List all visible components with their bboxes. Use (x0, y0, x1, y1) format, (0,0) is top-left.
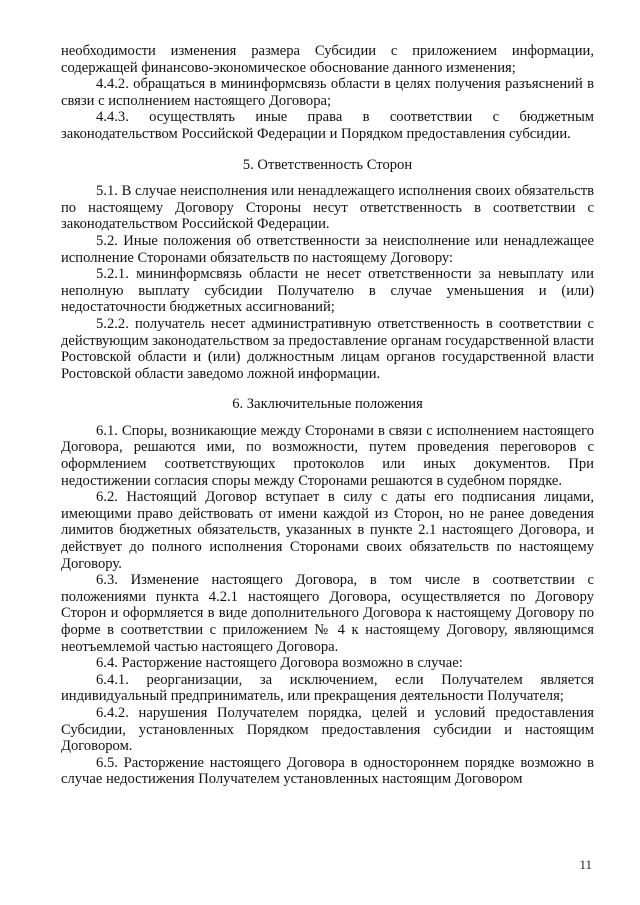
paragraph-5-2-1: 5.2.1. мининформсвязь области не несет ответственности за невыплату или неполную выплату субсидии Получателю в случае уменьшения и (или) недостаточности бюджетных ассигнований; (61, 266, 594, 316)
paragraph-5-1: 5.1. В случае неисполнения или ненадлежащего исполнения своих обязательств по настоящему Договору Стороны несут ответственность в соответствии с законодательством Российской Федерации. (61, 183, 594, 233)
paragraph-6-4: 6.4. Расторжение настоящего Договора возможно в случае: (96, 655, 463, 672)
paragraph-6-4-2: 6.4.2. нарушения Получателем порядка, целей и условий предоставления Субсидии, установленных Порядком предоставления субсидии и настоящим Договором. (61, 704, 594, 755)
paragraph-6-1: 6.1. Споры, возникающие между Сторонами в связи с исполнением настоящего Договора, решаются ими, по возможности, путем проведения переговоров с оформлением соответствующих протоколов или иных документов. При недостижении согласия споры между Сторонами решаются в судебном порядке. (61, 422, 594, 489)
section-6-heading: 6. Заключительные положения (232, 396, 423, 413)
document-page (61, 43, 594, 788)
paragraph-5-2-2: 5.2.2. получатель несет административную ответственность в соответствии с действующим законодательством за предоставление органам государственной власти Ростовской области и (или) должностным лицам органов государственной власти Ростовской области заведомо ложной информации. (61, 315, 594, 382)
page-number: 11 (579, 857, 592, 872)
paragraph-6-3: 6.3. Изменение настоящего Договора, в том числе в соответствии с положениями пункта 4.2.1 настоящего Договора, осуществляется по Договору Сторон и оформляется в виде дополнительного Договора к настоящему Договору по форме в соответствии с приложением № 4 к настоящему Договору, являющимся неотъемлемой частью настоящего Договора. (61, 572, 594, 655)
paragraph-6-2: 6.2. Настоящий Договор вступает в силу с даты его подписания лицами, имеющими право действовать от имени каждой из Сторон, но не ранее доведения лимитов бюджетных обязательств, указанных в пункте 2.1 настоящего Договора, и действует до полного исполнения Сторонами своих обязательств по настоящему Договору. (61, 489, 594, 572)
paragraph-4-4-3: 4.4.3. осуществлять иные права в соответствии с бюджетным законодательством Российской Федерации и Порядком предоставления субсидии. (61, 109, 594, 142)
paragraph-continuation: необходимости изменения размера Субсидии с приложением информации, содержащей финансово-экономическое обоснование данного изменения; (61, 43, 594, 76)
paragraph-4-4-2: 4.4.2. обращаться в мининформсвязь области в целях получения разъяснений в связи с исполнением настоящего Договора; (61, 76, 594, 109)
paragraph-5-2: 5.2. Иные положения об ответственности за неисполнение или ненадлежащее исполнение Сторонами обязательств по настоящему Договору: (61, 232, 594, 266)
section-5-heading: 5. Ответственность Сторон (242, 156, 413, 173)
paragraph-6-4-1: 6.4.1. реорганизации, за исключением, если Получателем является индивидуальный предприниматель, или прекращения деятельности Получателя; (61, 671, 594, 705)
paragraph-6-5: 6.5. Расторжение настоящего Договора в одностороннем порядке возможно в случае недостижения Получателем установленных настоящим Договором (61, 754, 594, 788)
